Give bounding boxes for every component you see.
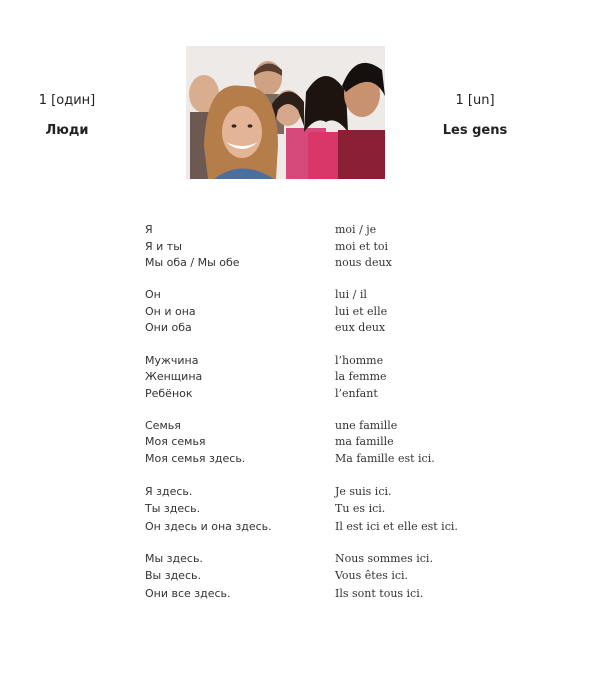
phrase-russian: Я: [145, 223, 153, 236]
phrase-french: l’enfant: [335, 386, 378, 400]
phrase-group: [145, 550, 475, 602]
phrase-russian: Вы здесь.: [145, 569, 201, 583]
phrase-group: [145, 287, 475, 337]
phrase-russian: Он здесь и она здесь.: [145, 519, 272, 533]
phrase-french: moi et toi: [335, 239, 389, 253]
phrase-row: [145, 287, 475, 304]
phrase-russian: Они оба: [145, 321, 192, 335]
phrase-french: une famille: [335, 418, 398, 432]
lesson-header-russian: [0, 93, 137, 138]
phrase-row: [145, 320, 475, 337]
phrase-row: [145, 451, 475, 468]
phrase-russian: Моя семья: [145, 435, 206, 449]
phrase-french: Ils sont tous ici.: [335, 586, 424, 600]
phrase-french: ma famille: [335, 435, 394, 449]
phrase-row: [145, 304, 475, 321]
phrase-french: Ma famille est ici.: [335, 452, 435, 466]
lesson-title-french: Les gens: [442, 123, 508, 138]
people-photo: [186, 46, 385, 179]
phrase-list: [145, 222, 475, 617]
phrase-group: [145, 418, 475, 468]
phrase-russian: Он и она: [145, 304, 196, 318]
phrase-french: Tu es ici.: [335, 502, 386, 516]
lesson-title-russian: Люди: [45, 123, 89, 138]
phrase-russian: Они все здесь.: [145, 586, 231, 600]
phrase-russian: Ребёнок: [145, 386, 193, 400]
phrase-russian: Семья: [145, 418, 181, 432]
phrase-russian: Он: [145, 288, 161, 302]
phrase-russian: Ты здесь.: [145, 502, 201, 516]
phrase-french: l’homme: [335, 353, 384, 367]
phrase-russian: Женщина: [145, 370, 203, 384]
phrase-french: la femme: [335, 370, 387, 384]
phrase-group: [145, 222, 475, 272]
phrase-french: nous deux: [335, 256, 392, 270]
phrase-row: [145, 518, 475, 535]
phrase-russian: Мужчина: [145, 353, 199, 367]
phrase-row: [145, 255, 475, 272]
phrase-row: [145, 222, 475, 239]
people-photo-illustration: [186, 46, 385, 179]
phrase-russian: Я здесь.: [145, 485, 193, 499]
phrase-row: [145, 386, 475, 403]
phrase-row: [145, 500, 475, 517]
phrase-french: Vous êtes ici.: [335, 569, 409, 583]
phrase-french: Nous sommes ici.: [335, 552, 433, 566]
phrase-row: [145, 418, 475, 435]
phrase-row: [145, 483, 475, 500]
phrase-french: moi / je: [335, 223, 377, 236]
phrase-row: [145, 239, 475, 256]
phrase-french: Je suis ici.: [335, 485, 392, 499]
phrase-french: eux deux: [335, 321, 386, 335]
phrase-french: Il est ici et elle est ici.: [335, 519, 458, 533]
lesson-number-french: 1 [un]: [455, 93, 495, 108]
lesson-header-french: [405, 93, 545, 138]
phrase-group: [145, 353, 475, 403]
phrase-french: lui / il: [335, 288, 367, 302]
phrase-french: lui et elle: [335, 304, 388, 318]
phrase-group: [145, 483, 475, 535]
phrase-row: [145, 567, 475, 584]
phrase-row: [145, 434, 475, 451]
phrase-row: [145, 550, 475, 567]
phrase-russian: Мы оба / Мы обе: [145, 256, 240, 270]
phrase-row: [145, 369, 475, 386]
phrase-row: [145, 353, 475, 370]
lesson-number-russian: 1 [один]: [38, 93, 96, 108]
phrase-russian: Моя семья здесь.: [145, 452, 246, 466]
phrase-row: [145, 585, 475, 602]
phrase-russian: Мы здесь.: [145, 552, 203, 566]
phrase-russian: Я и ты: [145, 239, 182, 253]
